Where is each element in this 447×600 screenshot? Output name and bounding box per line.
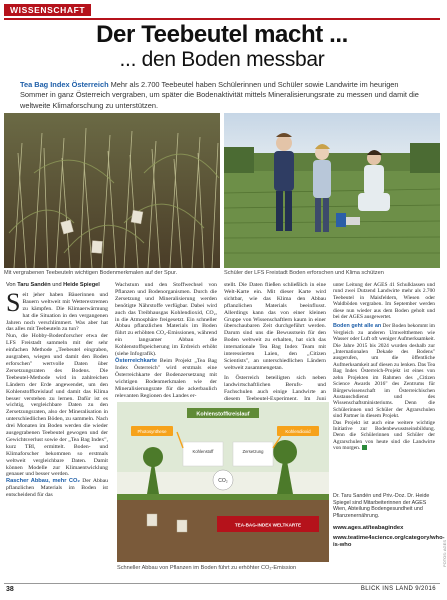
byline [6,282,108,289]
teabag-field-photo [4,113,220,268]
carbon-cycle-diagram [117,402,329,562]
headline-line-1: Der Teebeutel macht ... [96,21,348,48]
paragraph [6,287,108,333]
article-column-4 [333,282,435,452]
graphic-band: TEA-BAG-INDEX WELTKARTE [234,522,302,528]
lead-paragraph [20,80,424,111]
paragraph: In Österreich beteiligten sich neben landwirtschaftlichen Berufs- und Fachschulen auch einige Landwirte an diesem Teebeutel-Experiment. Im Juni [224,374,326,402]
subheading: Rascher Abbau, mehr CO₂ [6,478,80,485]
link-box [333,525,445,552]
paragraph [333,323,435,419]
graphic-caption: Schneller Abbau von Pflanzen im Boden führt zu erhöhter CO₂-Emission [117,565,297,571]
graphic-title: Kohlenstoffkreislauf [196,411,250,418]
graphic-label-co2: CO₂ [218,478,228,484]
page-number: 38 [6,586,14,593]
subheading: Österreichkarte [115,357,158,364]
headline-line-2: ... den Boden messbar [119,48,325,71]
paragraph: Nun, die Hobby-Bodenforscher etwa der LFS Freistadt sammeln mit der sehr einfachen Methode „Teebeutel eingraben, ausgraben, wiegen und damit den Boden erforschen" wertvolle Daten über Zersetzungsraten des Bodens. Die Teebeutel-Methode wird in zahlreichen Ländern der Erde angewendet, um den Kohlenstoffkreislauf und damit das Klima besser verstehen zu lernen. Dafür ist es wichtig, vergleichbare Daten zu den Zersetzungsraten, also der Mineralisation in unterschiedlichen Böden, zu sammeln. Nach drei Monaten im Boden werden die wieder ausgegrabenen Teebeutel gewogen und der Gewichtsverlust sowie der „Tea Bag Index", kurz TBI, ermittelt. Boden- und Klimaforscher bekommen so erstmals weltweit vergleichbare Daten. Damit können Modelle zur Klimaentwicklung genauer und besser werden. [6,333,108,478]
footer-divider [4,583,440,584]
article-column-1 [6,282,108,499]
graphic-label-kohlenstoff: Kohlenstoff [192,449,214,454]
photo-caption-left: Mit vergrabenen Teebeuteln wichtigen Bodenmerkmalen auf der Spur. [4,270,178,276]
paragraph: Wachstum und den Stoffwechsel von Pflanzen und Bodenorganismen. Durch die Zersetzung und Mineralisierung werden benötigte Nährstoffe verfügbar. Dabei wird auch das Treibhausgas Kohlendioxid, CO₂, in die Atmosphäre freigesetzt. Ein schneller Abbau pflanzlichen Materials im Boden führt zu erhöhten CO₂-Emissionen, während ein langsamer Abbau die Kohlenstoffspeicherung im Erdreich erhöht (siehe Infografik). [115,282,217,358]
article-column-3 [224,282,326,409]
students-illustration [224,113,440,268]
carbon-cycle-infographic [117,402,329,562]
paragraph-text: eit jeher haben Bäuerinnen und Bauern weltweit mit Wetterextremen zu kämpfen. Die Klimaerwärmung hat die Situation in den vergangenen Jahren noch verschlimmert. Was aber hat das alles mit Teebeuteln zu tun? [6,291,108,333]
lead-text: Mehr als 2.700 Teebeutel haben Schülerinnen und Schüler sowie Landwirte im heurigen Sommer in ganz Österreich vergraben, um später die Bodenaktivität mittels Mineralisierungsrate zu messen und damit die weltweite Klimaforschung zu unterstützen. [20,80,419,110]
graphic-label-kohlendioxid: Kohlendioxid [285,429,311,434]
paragraph-text: Der Abbau pflanzlichen Materials im Boden ist entscheidend für das [6,478,109,499]
end-mark [362,445,367,450]
magazine-name: BLICK INS LAND 9/2016 [360,586,436,592]
lead-kicker: Tea Bag Index Österreich [20,80,109,89]
graphic-label-photosynthese: Photosynthese [137,429,167,434]
paragraph-text: Beim Projekt „Tea Bag Index Österreich" wird erstmals eine Österreichkarte der Bodenzersetzung mit wichtigen Bodenmerkmalen wie der Mineralisierungsrate für die ackerbaulich relevanten Regionen des Landes er- [115,357,217,399]
byline-joiner: und [50,282,64,288]
section-bar [0,4,444,16]
byline-prefix: Von [6,282,18,288]
byline-author-1: Taru Sandén [17,282,51,288]
teabag-field-illustration [4,113,220,268]
dropcap: S [6,287,21,317]
link-ages-teabagindex[interactable]: www.ages.at/teabagindex [333,525,404,531]
paragraph-text: Der Boden bekommt im Vergleich zu anderen Umweltthemen wie Wasser oder Luft oft weniger Aufmerksamkeit. Die Jahre 2015 bis 2024 wurden deshalb zur „Internationalen Dekade des Bodens" ausgerufen, um die öffentliche Aufmerksamkeit auf diesen zu lenken. Das Tea Bag Index Österreich-Projekt ist eines von zehn Projekten im Rahmen des „Citizen Science Awards 2016" des Zentrums für Bürgerwissenschaft im Österreichischen Austauschdienst und des Wissenschaftsministeriums. Denn die Schülerinnen und Schüler der Agrarschulen sind Partner in diesem Projekt. [333,323,435,420]
article-column-2 [115,282,217,399]
section-divider [4,18,440,20]
paragraph [333,420,435,452]
section-tag: WISSENSCHAFT [4,4,91,16]
paragraph [6,478,108,499]
photo-credit: FOTOS: AGES [442,540,447,567]
paragraph-text: Das Projekt ist auch eine weitere wichtige Initiative zur Bodenbewusstseinsbildung. Denn die Schülerinnen und Schüler der Agrarschulen von heute sind die Landwirte von morgen. [333,419,435,452]
students-photo [224,113,440,268]
link-teatime4science[interactable]: www.teatime4science.org/category/who-is-who [333,535,445,548]
photo-caption-right: Schüler der LFS Freistadt Boden erforschen und Klima schützen [224,270,384,276]
paragraph [115,358,217,399]
paragraph: stellt. Die Daten fließen schließlich in eine Welt-Karte ein. Mit dieser Karte wird sichtbar, wie das Klima den Abbau pflanzlichen Materials beeinflusst. Allerdings kann das von einer kleinen Gruppe von Wissenschaftlern kaum in einer überschaubaren Zeit durchgeführt werden. Darum sind uns die Bewusstsein für den Boden weltweit zu erhalten, hat sich das internationale Tea Bag Index Team mit interessierten Laien, den „Citizen Scientists", an unterschiedlichen Ländern weltweit zusammengetan. [224,282,326,371]
byline-author-2: Heide Spiegel [63,282,100,288]
author-info: Dr. Taru Sandén und Priv.-Doz. Dr. Heide Spiegel sind Mitarbeiterinnen der AGES Wien, Abteilung Bodengesundheit und Pflanzenernährung. [333,493,430,519]
graphic-label-zersetzung: Zersetzung [242,449,264,454]
paragraph: unter Leitung der AGES 41 Schulklassen und rund zwei Dutzend Landwirte mehr als 2.700 Teebeutel in Maisfeldern, Wiesen oder Waldböden vergraben. Im September werden diese nun wieder aus dem Boden geholt und bei der AGES ausgewertet. [333,282,435,321]
subheading: Boden geht alle an [333,323,382,330]
